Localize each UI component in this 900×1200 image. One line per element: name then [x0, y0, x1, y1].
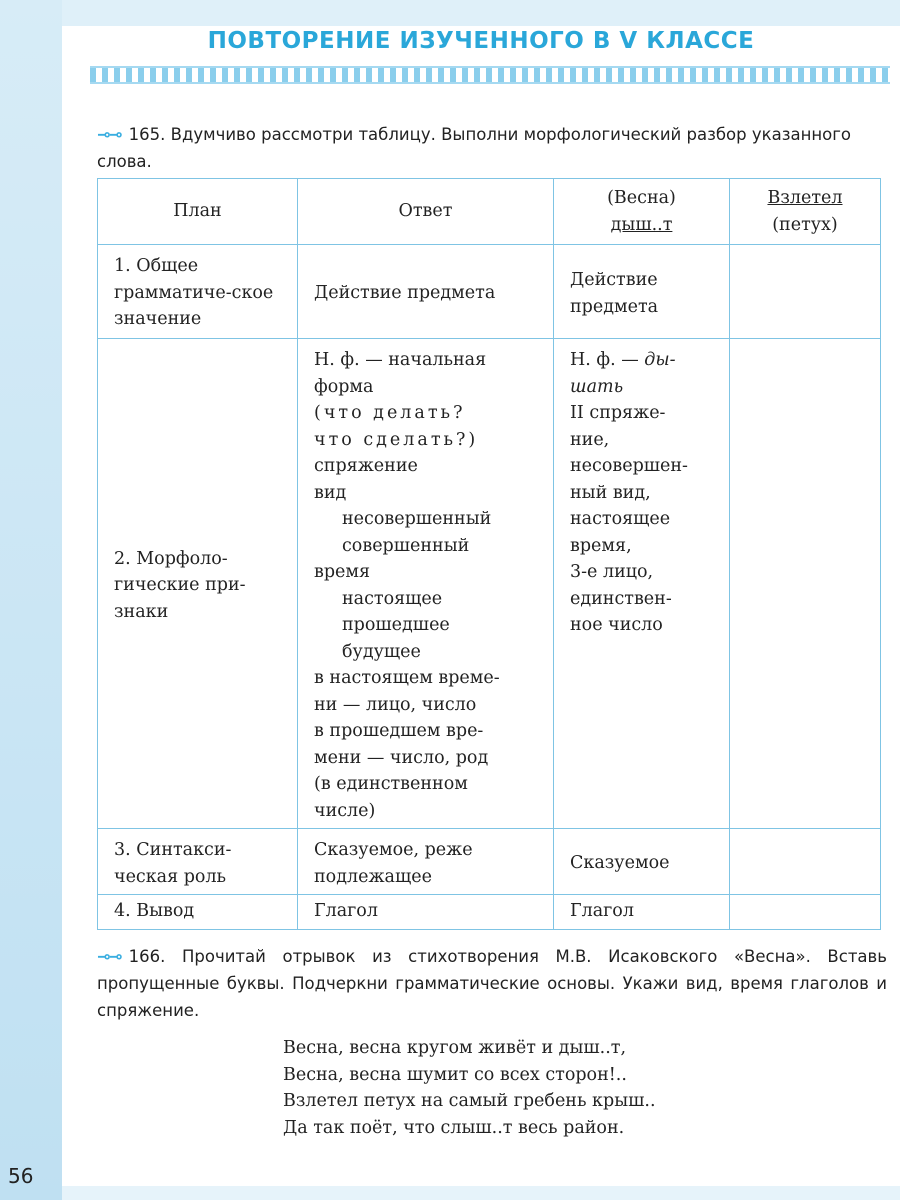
- row2-answer-line: совершенный: [342, 535, 470, 556]
- row3-col3: Сказуемое: [554, 829, 730, 895]
- header-col3-line1: (Весна): [607, 188, 676, 208]
- header-col3-line2: дыш..т: [610, 214, 673, 235]
- row2-answer-line: прошедшее: [342, 615, 450, 635]
- task-arrows-icon: ⊸⊸: [97, 947, 121, 966]
- page-number: 56: [8, 1164, 34, 1188]
- row2-col3-line: ние,: [570, 429, 610, 450]
- table-row: [98, 829, 881, 895]
- row1-answer: Действие предмета: [298, 245, 554, 339]
- row4-col3: Глагол: [554, 895, 730, 930]
- header-ornament: [90, 66, 890, 84]
- poem-line: Весна, весна шумит со всех сторон!..: [283, 1064, 627, 1085]
- row2-answer-line: Н. ф. — начальная: [314, 350, 487, 370]
- row2-col3-line: ное число: [570, 615, 663, 635]
- row2-col3-line: [570, 347, 715, 374]
- row2-col4-empty: [730, 339, 881, 829]
- row2-plan: 2. Морфоло-гические при-знаки: [98, 339, 298, 829]
- row4-answer: Глагол: [298, 895, 554, 930]
- row2-answer-line: в настоящем време-: [314, 668, 500, 688]
- row2-answer-line: в прошедшем вре-: [314, 721, 484, 741]
- row1-col4-empty: [730, 245, 881, 339]
- row2-answer-line: вид: [314, 482, 347, 503]
- row2-col3-line: шать: [570, 376, 624, 397]
- header-answer: Ответ: [298, 179, 554, 245]
- row4-col4-empty: [730, 895, 881, 930]
- row3-plan: 3. Синтакси-ческая роль: [98, 829, 298, 895]
- table-row: [98, 339, 881, 829]
- header-col4-line2: (петух): [772, 214, 838, 235]
- poem-line: Взлетел петух на самый гребень крыш..: [283, 1091, 656, 1111]
- table-header-row: [98, 179, 881, 245]
- row2-col3-line: ный вид,: [570, 482, 651, 503]
- row2-answer-line: будущее: [342, 641, 421, 662]
- bottom-decorative-band: [62, 1186, 900, 1200]
- left-decorative-band: [0, 0, 62, 1200]
- task-arrows-icon: ⊸⊸: [97, 125, 121, 144]
- section-title: ПОВТОРЕНИЕ ИЗУЧЕННОГО В V КЛАССЕ: [207, 28, 755, 54]
- table-row: [98, 245, 881, 339]
- row3-col4-empty: [730, 829, 881, 895]
- poem-excerpt: [283, 1035, 656, 1141]
- row4-plan: 4. Вывод: [98, 895, 298, 930]
- row2-answer-line: время: [314, 562, 371, 582]
- header-plan: План: [98, 179, 298, 245]
- row1-plan: 1. Общее грамматиче-ское значение: [98, 245, 298, 339]
- row2-col3-line: 3-е лицо,: [570, 562, 654, 582]
- task-166: [97, 943, 887, 1024]
- row2-col3-line: единствен-: [570, 588, 672, 609]
- row2-answer: [298, 339, 554, 829]
- header-word-flew: [730, 179, 881, 245]
- task-166-text: 166. Прочитай отрывок из стихотворения М.В. Исаковского «Весна». Вставь пропущенные буквы. Подчеркни грамматические основы. Укажи вид, время глаголов и спряжение.: [97, 947, 887, 1020]
- row2-col3-line: настоящее: [570, 509, 671, 529]
- row2-answer-line: форма: [314, 376, 374, 397]
- task-165: [97, 121, 887, 175]
- row3-answer: Сказуемое, реже подлежащее: [298, 829, 554, 895]
- poem-line: Да так поёт, что слыш..т весь район.: [283, 1117, 625, 1138]
- row2-col3-line: время,: [570, 535, 632, 556]
- header-col4-line1: Взлетел: [767, 188, 843, 208]
- top-decorative-band: [62, 0, 900, 26]
- table-row: [98, 895, 881, 930]
- task-165-text: 165. Вдумчиво рассмотри таблицу. Выполни морфологический разбор указанного слова.: [97, 125, 852, 171]
- row2-answer-line: (что делать?: [314, 403, 466, 423]
- header-word-breathes: [554, 179, 730, 245]
- row2-col3-line: II спряже-: [570, 403, 666, 423]
- row2-col3-italic: ды-: [644, 350, 676, 370]
- row2-answer-line: спряжение: [314, 456, 418, 476]
- row2-answer-line: настоящее: [342, 588, 443, 609]
- row2-answer-line: несовершенный: [342, 509, 492, 529]
- row2-answer-line: (в единственном: [314, 774, 468, 794]
- row2-answer-line: числе): [314, 800, 376, 821]
- poem-line: Весна, весна кругом живёт и дыш..т,: [283, 1038, 627, 1058]
- row2-col3-text: Н. ф. —: [570, 350, 645, 370]
- row2-answer-line: мени — число, род: [314, 747, 489, 768]
- row2-answer-line: ни — лицо, число: [314, 694, 477, 715]
- morphology-table: [97, 178, 881, 930]
- row2-col3-line: несовершен-: [570, 456, 688, 476]
- row2-col3: [554, 339, 730, 829]
- row2-answer-line: что сделать?): [314, 429, 479, 450]
- row1-col3: Действие предмета: [554, 245, 730, 339]
